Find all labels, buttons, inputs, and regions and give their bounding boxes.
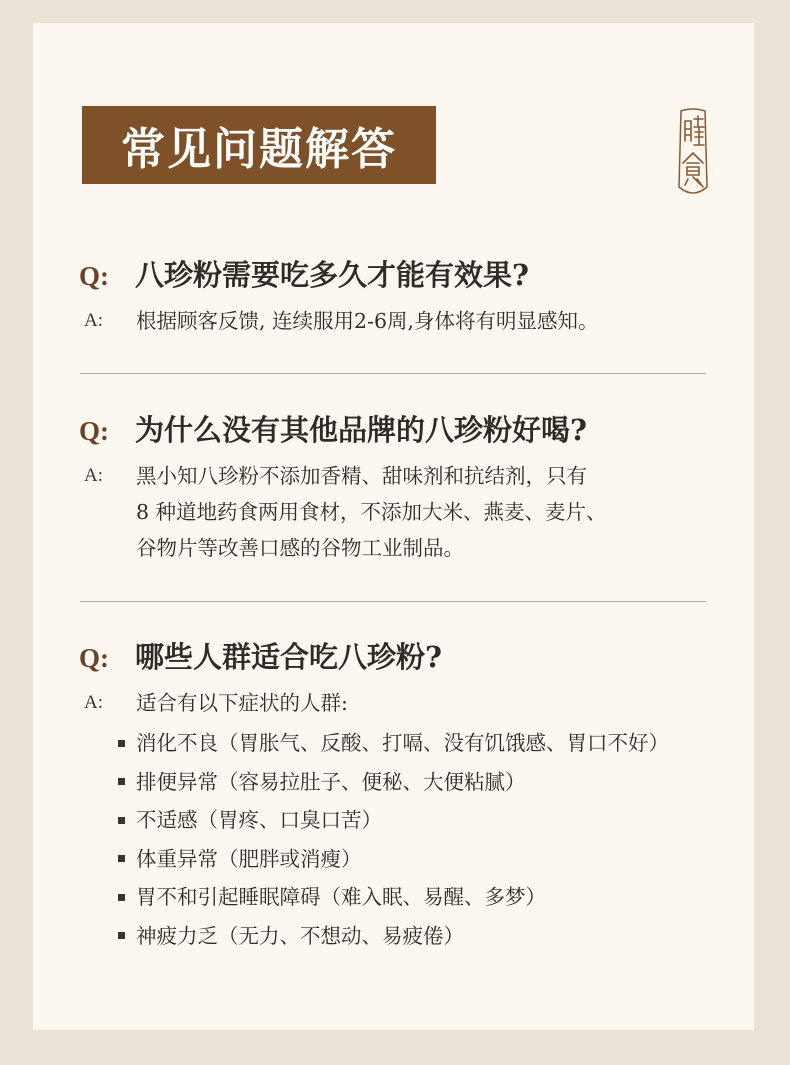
- question-mark-label: Q:: [79, 261, 109, 291]
- answer-line: 8 种道地药食两用食材，不添加大米、燕麦、麦片、: [136, 500, 607, 524]
- faq-item: [79, 635, 709, 955]
- answer-mark-label: A:: [84, 692, 103, 713]
- answer-text: [136, 458, 709, 566]
- bullet-square-icon: [118, 894, 125, 901]
- list-item: [136, 724, 709, 763]
- page-title: 常见问题解答: [82, 106, 436, 184]
- faq-item: [79, 253, 709, 339]
- list-item: [136, 801, 709, 840]
- list-item: [136, 840, 709, 879]
- list-item-text: 体重异常（肥胖或消瘦）: [136, 846, 362, 871]
- list-item: [136, 878, 709, 917]
- list-item: [136, 917, 709, 956]
- divider: [80, 373, 706, 374]
- list-item-text: 胃不和引起睡眠障碍（难入眠、易醒、多梦）: [136, 885, 546, 910]
- answer-line: 谷物片等改善口感的谷物工业制品。: [136, 536, 464, 560]
- bullet-square-icon: [118, 778, 125, 785]
- bullet-square-icon: [118, 740, 125, 747]
- seal-stamp-icon: [675, 107, 711, 199]
- question-text: 八珍粉需要吃多久才能有效果?: [135, 258, 529, 292]
- question-text: 哪些人群适合吃八珍粉?: [135, 640, 442, 674]
- answer-mark-label: A:: [84, 310, 103, 331]
- faq-item: [79, 408, 709, 566]
- list-item-text: 神疲力乏（无力、不想动、易疲倦）: [136, 923, 464, 948]
- list-item-text: 消化不良（胃胀气、反酸、打嗝、没有饥饿感、胃口不好）: [136, 731, 669, 756]
- symptom-list: [136, 724, 709, 955]
- list-item: [136, 763, 709, 802]
- list-item-text: 排便异常（容易拉肚子、便秘、大便粘腻）: [136, 769, 526, 794]
- question-text: 为什么没有其他品牌的八珍粉好喝?: [135, 413, 587, 447]
- answer-mark-label: A:: [84, 465, 103, 486]
- answer-text: [136, 303, 709, 339]
- answer-line: 适合有以下症状的人群:: [136, 691, 348, 715]
- faq-card: [33, 23, 754, 1030]
- answer-text: [136, 685, 709, 955]
- question-mark-label: Q:: [79, 643, 109, 673]
- divider: [80, 601, 706, 602]
- answer-line: 黑小知八珍粉不添加香精、甜味剂和抗结剂，只有: [136, 464, 587, 488]
- bullet-square-icon: [118, 932, 125, 939]
- bullet-square-icon: [118, 855, 125, 862]
- bullet-square-icon: [118, 817, 125, 824]
- list-item-text: 不适感（胃疼、口臭口苦）: [136, 808, 382, 833]
- answer-line: 根据顾客反馈, 连续服用2-6周,身体将有明显感知。: [136, 309, 599, 333]
- question-mark-label: Q:: [79, 416, 109, 446]
